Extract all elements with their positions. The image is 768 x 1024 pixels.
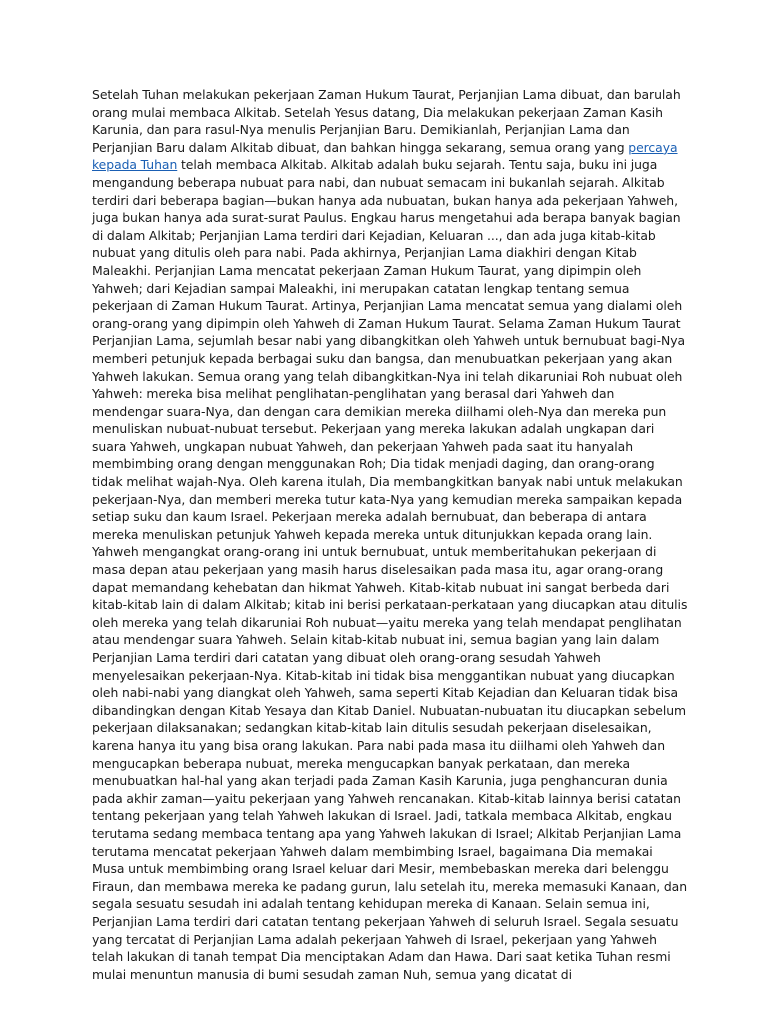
paragraph-text-after-link: telah membaca Alkitab. Alkitab adalah buku sejarah. Tentu saja, buku ini juga mengandung beberapa nubuat para nabi, dan nubuat semacam ini bukanlah sejarah. Alkitab terdiri dari beberapa bagian—bukan hanya ada nubuatan, bukan hanya ada pekerjaan Yahweh, juga bukan hanya ada surat-surat Paulus. Engkau harus mengetahui ada berapa banyak bagian di dalam Alkitab; Perjanjian Lama terdiri dari Kejadian, Keluaran ..., dan ada juga kitab-kitab nubuat yang ditulis oleh para nabi. Pada akhirnya, Perjanjian Lama diakhiri dengan Kitab Maleakhi. Perjanjian Lama mencatat pekerjaan Zaman Hukum Taurat, yang dipimpin oleh Yahweh; dari Kejadian sampai Maleakhi, ini merupakan catatan lengkap tentang semua pekerjaan di Zaman Hukum Taurat. Artinya, Perjanjian Lama mencatat semua yang dialami oleh orang-orang yang dipimpin oleh Yahweh di Zaman Hukum Taurat. Selama Zaman Hukum Taurat Perjanjian Lama, sejumlah besar nabi yang dibangkitkan oleh Yahweh untuk bernubuat bagi-Nya memberi petunjuk kepada berbagai suku dan bangsa, dan menubuatkan pekerjaan yang akan Yahweh lakukan. Semua orang yang telah dibangkitkan-Nya ini telah dikaruniai Roh nubuat oleh Yahweh: mereka bisa melihat penglihatan-penglihatan yang berasal dari Yahweh dan mendengar suara-Nya, dan dengan cara demikian mereka diilhami oleh-Nya dan mereka pun menuliskan nubuat-nubuat tersebut. Pekerjaan yang mereka lakukan adalah ungkapan dari suara Yahweh, ungkapan nubuat Yahweh, dan pekerjaan Yahweh pada saat itu hanyalah membimbing orang dengan menggunakan Roh; Dia tidak menjadi daging, dan orang-orang tidak melihat wajah-Nya. Oleh karena itulah, Dia membangkitkan banyak nabi untuk melakukan pekerjaan-Nya, dan memberi mereka tutur kata-Nya yang kemudian mereka sampaikan kepada setiap suku dan kaum Israel. Pekerjaan mereka adalah bernubuat, dan beberapa di antara mereka menuliskan petunjuk Yahweh kepada mereka untuk ditunjukkan kepada orang lain. Yahweh mengangkat orang-orang ini untuk bernubuat, untuk memberitahukan pekerjaan di masa depan atau pekerjaan yang masih harus diselesaikan pada masa itu, agar orang-orang dapat memandang kehebatan dan hikmat Yahweh. Kitab-kitab nubuat ini sangat berbeda dari kitab-kitab lain di dalam Alkitab; kitab ini berisi perkataan-perkataan yang diucapkan atau ditulis oleh mereka yang telah dikaruniai Roh nubuat—yaitu mereka yang telah mendapat penglihatan atau mendengar suara Yahweh. Selain kitab-kitab nubuat ini, semua bagian yang lain dalam Perjanjian Lama terdiri dari catatan yang dibuat oleh orang-orang sesudah Yahweh menyelesaikan pekerjaan-Nya. Kitab-kitab ini tidak bisa menggantikan nubuat yang diucapkan oleh nabi-nabi yang diangkat oleh Yahweh, sama seperti Kitab Kejadian dan Keluaran tidak bisa dibandingkan dengan Kitab Yesaya dan Kitab Daniel. Nubuatan-nubuatan itu diucapkan sebelum pekerjaan dilaksanakan; sedangkan kitab-kitab lain ditulis sesudah pekerjaan diselesaikan, karena hanya itu yang bisa orang lakukan. Para nabi pada masa itu diilhami oleh Yahweh dan mengucapkan beberapa nubuat, mereka mengucapkan banyak perkataan, dan mereka menubuatkan hal-hal yang akan terjadi pada Zaman Kasih Karunia, juga penghancuran dunia pada akhir zaman—yaitu pekerjaan yang Yahweh rencanakan. Kitab-kitab lainnya berisi catatan tentang pekerjaan yang telah Yahweh lakukan di Israel. Jadi, tatkala membaca Alkitab, engkau terutama sedang membaca tentang apa yang Yahweh lakukan di Israel; Alkitab Perjanjian Lama terutama mencatat pekerjaan Yahweh dalam membimbing Israel, bagaimana Dia memakai Musa untuk membimbing orang Israel keluar dari Mesir, membebaskan mereka dari belenggu Firaun, dan membawa mereka ke padang gurun, lalu setelah itu, mereka memasuki Kanaan, dan segala sesuatu sesudah ini adalah tentang kehidupan mereka di Kanaan. Selain semua ini, Perjanjian Lama terdiri dari catatan tentang pekerjaan Yahweh di seluruh Israel. Segala sesuatu yang tercatat di Perjanjian Lama adalah pekerjaan Yahweh di Israel, pekerjaan yang Yahweh telah lakukan di tanah tempat Dia menciptakan Adam dan Hawa. Dari saat ketika Tuhan resmi mulai menuntun manusia di bumi sesudah zaman Nuh, semua yang dicatat di <box>92 157 688 982</box>
body-paragraph <box>92 86 688 983</box>
paragraph-text-before-link: Setelah Tuhan melakukan pekerjaan Zaman Hukum Taurat, Perjanjian Lama dibuat, dan barulah orang mulai membaca Alkitab. Setelah Yesus datang, Dia melakukan pekerjaan Zaman Kasih Karunia, dan para rasul-Nya menulis Perjanjian Baru. Demikianlah, Perjanjian Lama dan Perjanjian Baru dalam Alkitab dibuat, dan bahkan hingga sekarang, semua orang yang <box>92 87 681 155</box>
believe-in-god-link[interactable]: percaya kepada Tuhan <box>92 139 678 173</box>
